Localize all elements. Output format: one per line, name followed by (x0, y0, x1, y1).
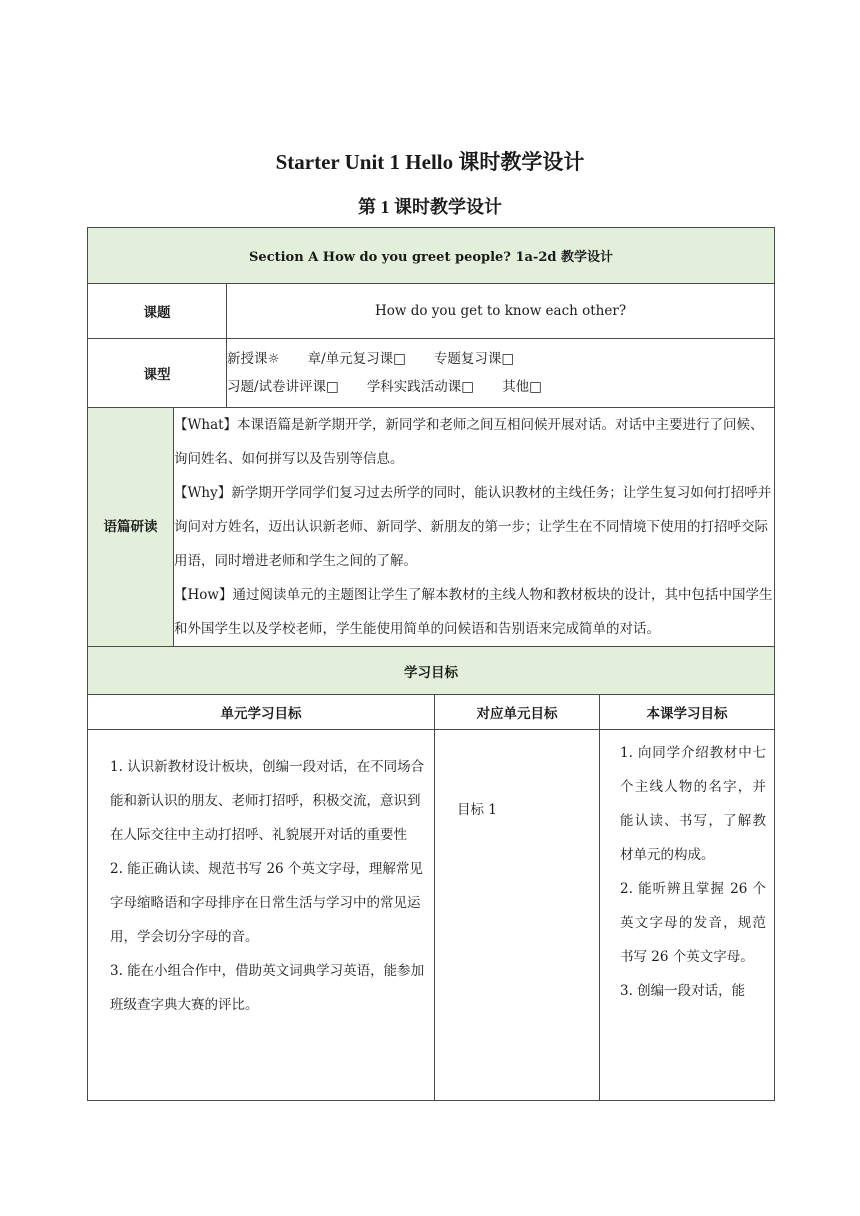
lesson-type-label: 课型 (88, 339, 227, 408)
reading-why: 【Why】新学期开学同学们复习过去所学的同时，能认识教材的主线任务；让学生复习如何打招呼并询问对方姓名，迈出认识新老师、新同学、新朋友的第一步；让学生在不同情境下使用的打招呼交际用语，同时增进老师和学生之间的了解。 (174, 485, 772, 569)
target-cell: 目标 1 (435, 730, 600, 1101)
section-header: Section A How do you greet people? 1a-2d 教学设计 (88, 228, 775, 284)
unit-goal-1: 1. 认识新教材设计板块，创编一段对话，在不同场合能和新认识的朋友、老师打招呼，积极交流，意识到在人际交往中主动打招呼、礼貌展开对话的重要性 (110, 759, 425, 843)
lesson-design-table (87, 227, 775, 1101)
lesson-type-option-new: 新授课☼ (227, 351, 280, 367)
topic-value: How do you get to know each other? (227, 284, 775, 339)
target-column-header: 对应单元目标 (435, 695, 600, 730)
unit-goal-2: 2. 能正确认读、规范书写 26 个英文字母，理解常见字母缩略语和字母排序在日常生活与学习中的常见运用，学会切分字母的音。 (110, 861, 423, 945)
reading-content (174, 408, 775, 647)
unit-goals-column-header: 单元学习目标 (88, 695, 435, 730)
lesson-type-options (227, 339, 775, 408)
lesson-type-option-other: 其他□ (502, 379, 542, 395)
unit-goal-3: 3. 能在小组合作中，借助英文词典学习英语，能参加班级查字典大赛的评比。 (110, 963, 425, 1013)
document-subtitle: 第 1 课时教学设计 (358, 197, 502, 217)
reading-how: 【How】通过阅读单元的主题图让学生了解本教材的主线人物和教材板块的设计，其中包括中国学生和外国学生以及学校老师，学生能使用简单的问候语和告别语来完成简单的对话。 (174, 587, 773, 637)
document-title: Starter Unit 1 Hello 课时教学设计 (275, 150, 585, 174)
reading-what: 【What】本课语篇是新学期开学，新同学和老师之间互相问候开展对话。对话中主要进行了问候、询问姓名、如何拼写以及告别等信息。 (174, 417, 764, 467)
topic-label: 课题 (88, 284, 227, 339)
lesson-goal-2: 2. 能听辨且掌握 26 个英文字母的发音，规范书写 26 个英文字母。 (620, 881, 767, 965)
reading-label: 语篇研读 (88, 408, 174, 647)
goals-header: 学习目标 (88, 647, 775, 695)
lesson-type-option-practice: 学科实践活动课□ (366, 379, 475, 395)
unit-goals-cell (88, 730, 435, 1101)
lesson-goals-column-header: 本课学习目标 (600, 695, 775, 730)
lesson-type-option-unit-review: 章/单元复习课□ (307, 351, 406, 367)
lesson-goal-3: 3. 创编一段对话，能 (620, 983, 746, 999)
lesson-goals-cell (600, 730, 775, 1101)
lesson-type-option-topic-review: 专题复习课□ (433, 351, 515, 367)
lesson-type-option-exercise: 习题/试卷讲评课□ (227, 379, 339, 395)
lesson-goal-1: 1. 向同学介绍教材中七个主线人物的名字，并能认读、书写，了解教材单元的构成。 (620, 745, 767, 863)
